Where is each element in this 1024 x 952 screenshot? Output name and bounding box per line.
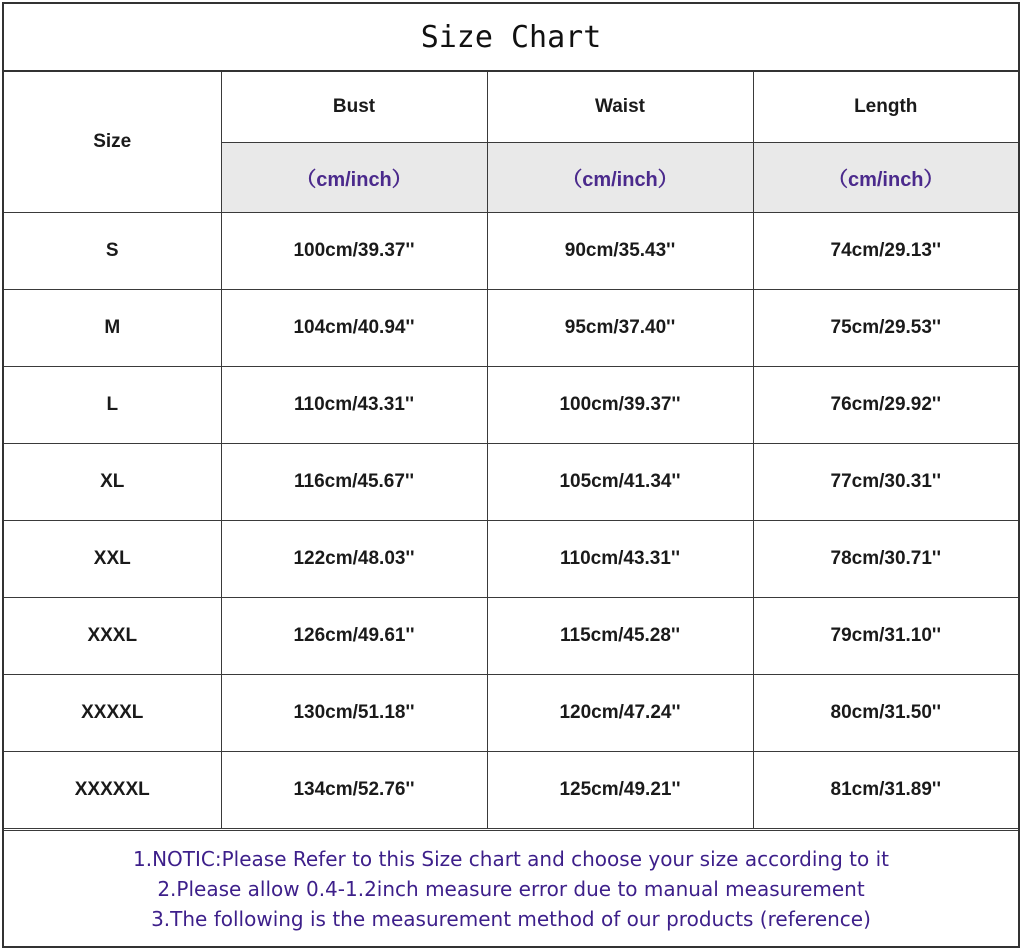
length-cell: 80cm/31.50'' <box>753 674 1018 751</box>
waist-unit: （cm/inch） <box>487 142 753 212</box>
size-cell: S <box>4 212 221 289</box>
length-cell: 81cm/31.89'' <box>753 751 1018 828</box>
bust-cell: 110cm/43.31'' <box>221 366 487 443</box>
table-row <box>4 751 1018 828</box>
length-unit: （cm/inch） <box>753 142 1018 212</box>
size-cell: XXXL <box>4 597 221 674</box>
waist-cell: 115cm/45.28'' <box>487 597 753 674</box>
table-row <box>4 212 1018 289</box>
bust-cell: 130cm/51.18'' <box>221 674 487 751</box>
size-cell: M <box>4 289 221 366</box>
table-row <box>4 597 1018 674</box>
waist-header: Waist <box>487 72 753 142</box>
size-cell: L <box>4 366 221 443</box>
table-row <box>4 366 1018 443</box>
bust-cell: 100cm/39.37'' <box>221 212 487 289</box>
bust-header: Bust <box>221 72 487 142</box>
table-row <box>4 443 1018 520</box>
size-cell: XXXXL <box>4 674 221 751</box>
waist-cell: 90cm/35.43'' <box>487 212 753 289</box>
length-cell: 74cm/29.13'' <box>753 212 1018 289</box>
length-cell: 76cm/29.92'' <box>753 366 1018 443</box>
size-table <box>4 72 1018 829</box>
size-cell: XXL <box>4 520 221 597</box>
length-cell: 77cm/30.31'' <box>753 443 1018 520</box>
header-row <box>4 72 1018 142</box>
table-row <box>4 289 1018 366</box>
bust-unit: （cm/inch） <box>221 142 487 212</box>
bust-cell: 104cm/40.94'' <box>221 289 487 366</box>
waist-cell: 125cm/49.21'' <box>487 751 753 828</box>
length-cell: 75cm/29.53'' <box>753 289 1018 366</box>
note-line: 1.NOTIC:Please Refer to this Size chart and choose your size according to it <box>133 846 889 871</box>
size-header: Size <box>4 72 221 212</box>
size-cell: XXXXXL <box>4 751 221 828</box>
waist-cell: 95cm/37.40'' <box>487 289 753 366</box>
note-line: 2.Please allow 0.4-1.2inch measure error due to manual measurement <box>157 876 865 901</box>
size-chart <box>2 2 1020 948</box>
bust-cell: 122cm/48.03'' <box>221 520 487 597</box>
notes-section <box>4 830 1018 946</box>
waist-cell: 110cm/43.31'' <box>487 520 753 597</box>
waist-cell: 120cm/47.24'' <box>487 674 753 751</box>
bust-cell: 116cm/45.67'' <box>221 443 487 520</box>
length-cell: 78cm/30.71'' <box>753 520 1018 597</box>
chart-title: Size Chart <box>4 4 1018 72</box>
size-cell: XL <box>4 443 221 520</box>
table-row <box>4 520 1018 597</box>
waist-cell: 100cm/39.37'' <box>487 366 753 443</box>
bust-cell: 134cm/52.76'' <box>221 751 487 828</box>
table-row <box>4 674 1018 751</box>
length-cell: 79cm/31.10'' <box>753 597 1018 674</box>
waist-cell: 105cm/41.34'' <box>487 443 753 520</box>
bust-cell: 126cm/49.61'' <box>221 597 487 674</box>
note-line: 3.The following is the measurement method of our products (reference) <box>151 906 871 931</box>
length-header: Length <box>753 72 1018 142</box>
